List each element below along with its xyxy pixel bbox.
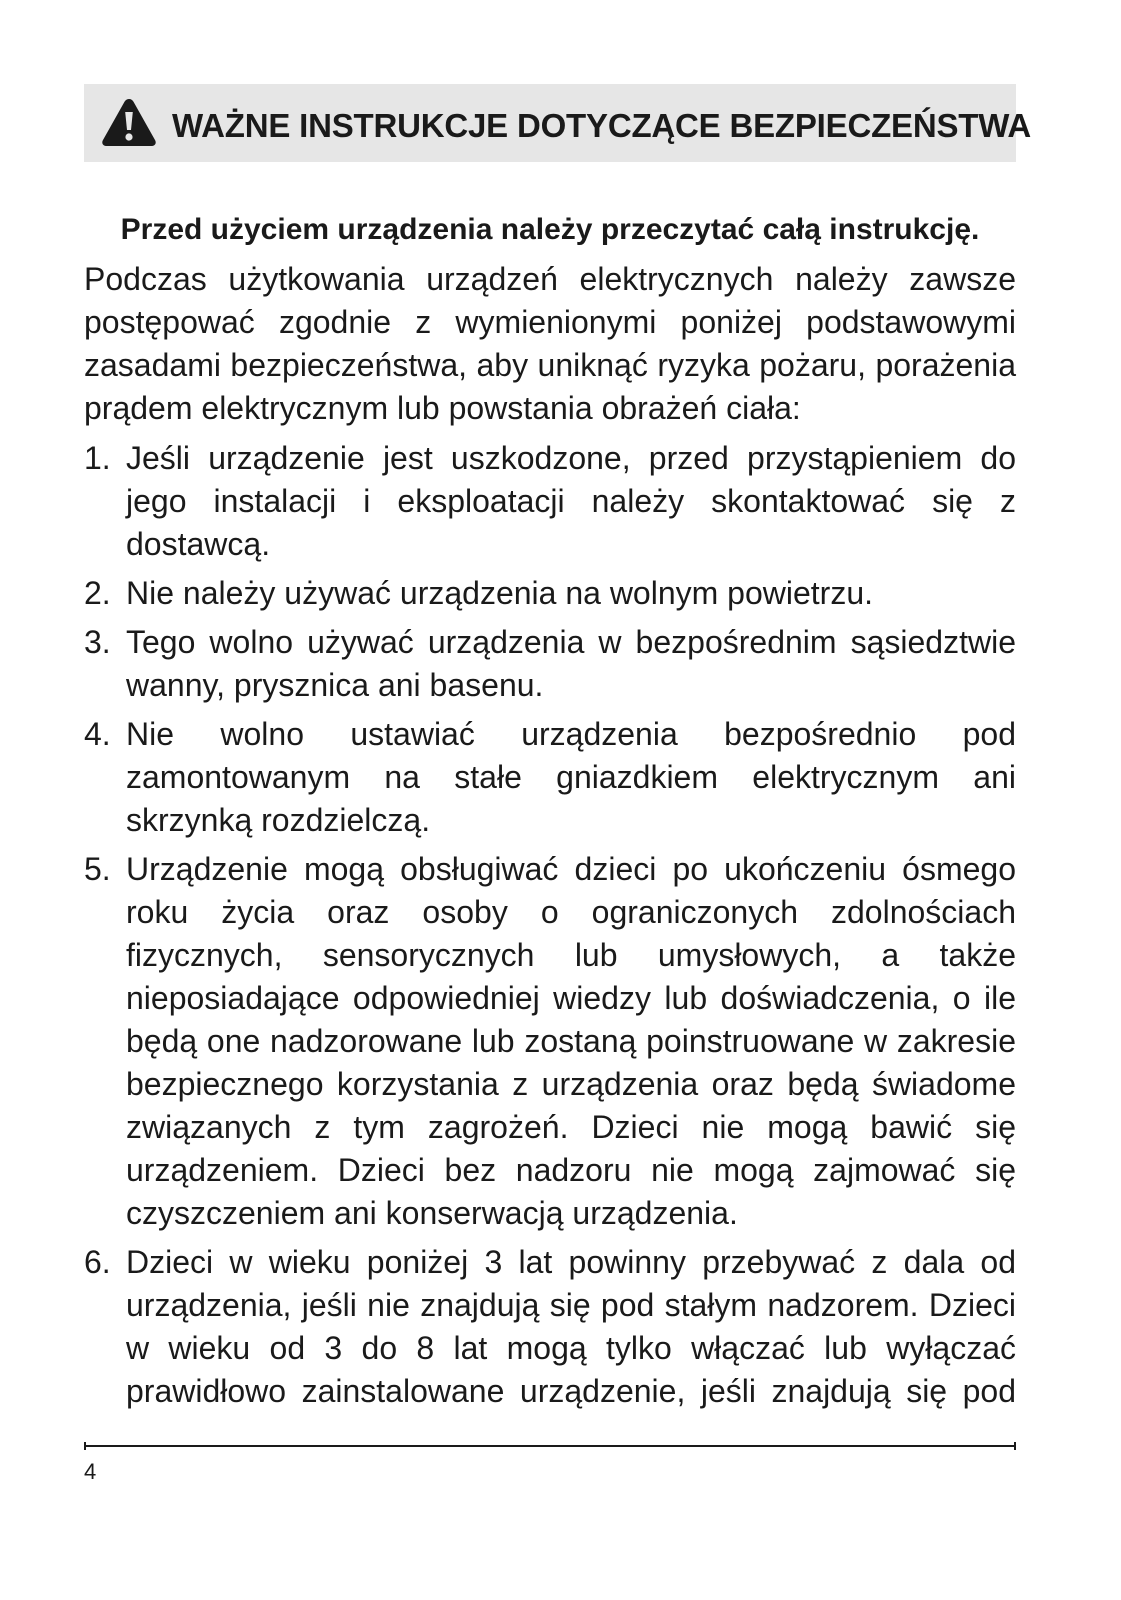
list-item [84, 713, 1016, 842]
list-item [84, 848, 1016, 1235]
list-item-number: 2. [84, 575, 111, 611]
intro-paragraph: Podczas użytkowania urządzeń elektrycznych należy zawsze postępować zgodnie z wymienionymi poniżej podstawowymi zasadami bezpieczeństwa, aby uniknąć ryzyka pożaru, porażenia prądem elektrycznym lub powstania obrażeń ciała: [84, 261, 1016, 426]
list-item-text: Tego wolno używać urządzenia w bezpośrednim sąsiedztwie wanny, prysznica ani basenu. [126, 624, 1016, 703]
footer-rule [84, 1445, 1016, 1447]
list-item-text: Dzieci w wieku poniżej 3 lat powinny przebywać z dala od urządzenia, jeśli nie znajdują się pod stałym nadzorem. Dzieci w wieku od 3 do 8 lat mogą tylko włączać lub wyłączać prawidłowo zainstalowane urządzenie, jeśli znajdują się pod [126, 1244, 1016, 1409]
list-item-text: Nie należy używać urządzenia na wolnym powietrzu. [126, 575, 874, 611]
list-item-number: 4. [84, 716, 111, 752]
warning-triangle-icon [100, 96, 158, 148]
intro-heading: Przed użyciem urządzenia należy przeczytać całą instrukcję. [120, 213, 980, 246]
list-item [84, 572, 1016, 615]
safety-instructions-list [84, 437, 1016, 1419]
list-item-number: 1. [84, 440, 111, 476]
list-item-text: Urządzenie mogą obsługiwać dzieci po ukończeniu ósmego roku życia oraz osoby o ograniczonych zdolnościach fizycznych, sensorycznych lub umysłowych, a także nieposiadające odpowiedniej wiedzy lub doświadczenia, o ile będą one nadzorowane lub zostaną poinstruowane w zakresie bezpiecznego korzystania z urządzenia oraz będą świadome związanych z tym zagrożeń. Dzieci nie mogą bawić się urządzeniem. Dzieci bez nadzoru nie mogą zajmować się czyszczeniem ani konserwacją urządzenia. [126, 851, 1016, 1231]
safety-header-bar [84, 84, 1032, 162]
list-item [84, 621, 1016, 707]
list-item [84, 1241, 1016, 1413]
list-item-number: 5. [84, 851, 111, 887]
list-item-text: Nie wolno ustawiać urządzenia bezpośrednio pod zamontowanym na stałe gniazdkiem elektrycznym ani skrzynką rozdzielczą. [126, 716, 1016, 838]
list-item [84, 437, 1016, 566]
page-number: 4 [84, 1459, 97, 1484]
list-item-number: 6. [84, 1244, 111, 1280]
list-item-number: 3. [84, 624, 111, 660]
page-title: WAŻNE INSTRUKCJE DOTYCZĄCE BEZPIECZEŃSTWA [172, 107, 1032, 144]
list-item-text: Jeśli urządzenie jest uszkodzone, przed przystąpieniem do jego instalacji i eksploatacji należy skontaktować się z dostawcą. [126, 440, 1016, 562]
